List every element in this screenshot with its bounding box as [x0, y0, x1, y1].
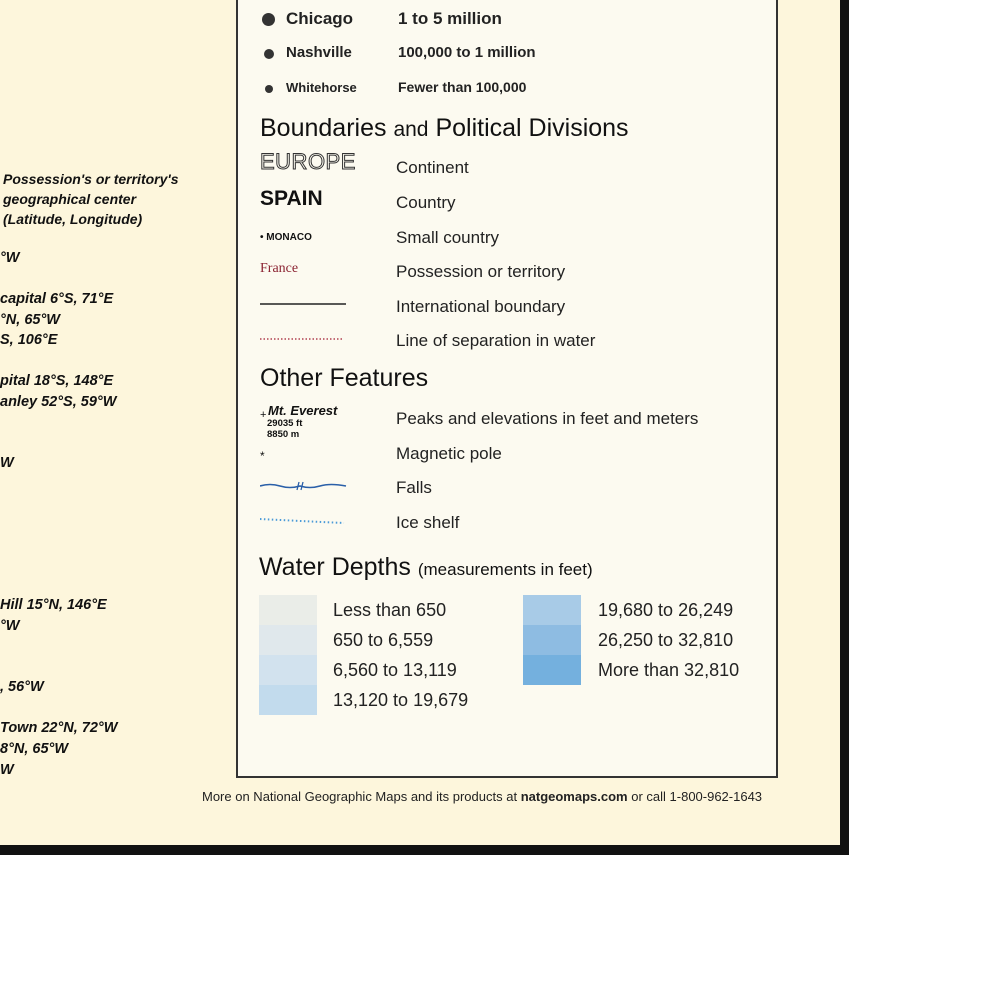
city-dot-small-icon [265, 85, 273, 93]
small-country-dot-icon: • [260, 232, 264, 243]
peak-meters: 8850 m [267, 429, 300, 440]
boundaries-heading-part: Political Divisions [435, 114, 629, 142]
poster-frame-bottom [0, 845, 849, 855]
boundaries-heading-part: and [393, 118, 429, 141]
boundaries-heading [260, 114, 629, 143]
legend-description: Falls [396, 478, 432, 497]
territory-entry: anley 52°S, 59°W [0, 394, 117, 410]
poster-frame-right [840, 0, 849, 855]
country-symbol: SPAIN [260, 187, 323, 210]
legend-description: International boundary [396, 297, 566, 316]
territory-list [0, 0, 236, 845]
legend-description: Continent [396, 158, 469, 177]
map-legend [236, 0, 778, 778]
depth-swatch [523, 625, 581, 655]
territory-entry: Hill 15°N, 146°E [0, 597, 107, 613]
possession-symbol: France [260, 261, 299, 276]
city-population: 1 to 5 million [398, 9, 502, 28]
territory-entry: W [0, 455, 14, 471]
territory-entry: , 56°W [0, 679, 44, 695]
city-row [238, 79, 758, 103]
city-population: Fewer than 100,000 [398, 79, 527, 95]
boundaries-heading-part: Boundaries [260, 114, 387, 142]
territory-list-header-line: Possession's or territory's [3, 171, 179, 187]
city-row [238, 43, 758, 67]
small-country-symbol [260, 232, 312, 243]
depth-label: 13,120 to 19,679 [333, 690, 469, 710]
depth-label: Less than 650 [333, 600, 447, 620]
legend-description: Peaks and elevations in feet and meters [396, 409, 699, 428]
city-name: Nashville [286, 44, 352, 61]
international-boundary-line-icon [260, 301, 350, 307]
territory-entry: Town 22°N, 72°W [0, 720, 118, 736]
territory-entry: °W [0, 250, 20, 266]
legend-description: Magnetic pole [396, 444, 502, 463]
peak-name: Mt. Everest [268, 403, 338, 418]
depth-label: 19,680 to 26,249 [598, 600, 734, 620]
depth-swatch [523, 595, 581, 625]
other-features-heading: Other Features [260, 364, 429, 392]
water-depths-subtitle: (measurements in feet) [417, 560, 593, 579]
footer-website-link[interactable]: natgeomaps.com [520, 789, 628, 804]
city-population: 100,000 to 1 million [398, 44, 536, 61]
peak-feet: 29035 ft [267, 418, 303, 429]
footer-note [202, 789, 762, 804]
magnetic-pole-icon: * [260, 449, 265, 463]
depth-swatch [259, 655, 317, 685]
ice-shelf-icon [260, 515, 350, 525]
city-dot-large-icon [262, 13, 275, 26]
legend-description: Ice shelf [396, 513, 460, 532]
city-dot-medium-icon [264, 49, 274, 59]
territory-list-header-line: (Latitude, Longitude) [3, 211, 143, 227]
territory-entry: S, 106°E [0, 332, 58, 348]
territory-entry: °W [0, 618, 20, 634]
depth-swatch [259, 595, 317, 625]
territory-entry: pital 18°S, 148°E [0, 373, 114, 389]
territory-entry: capital 6°S, 71°E [0, 291, 114, 307]
territory-entry: 8°N, 65°W [0, 741, 69, 757]
city-row [238, 7, 758, 31]
depth-swatch [523, 655, 581, 685]
footer-text: More on National Geographic Maps and its products at [202, 789, 518, 804]
depth-swatch [259, 625, 317, 655]
small-country-label: MONACO [266, 232, 312, 243]
falls-icon [260, 480, 350, 492]
city-name: Chicago [286, 9, 354, 28]
peak-symbol [260, 403, 370, 443]
depth-label: 650 to 6,559 [333, 630, 434, 650]
peak-cross-icon: + [260, 409, 267, 421]
territory-entry: °N, 65°W [0, 312, 60, 328]
water-separation-line-icon [260, 336, 350, 342]
water-depths-heading [259, 553, 593, 582]
territory-entry: W [0, 762, 14, 778]
footer-phone: or call 1-800-962-1643 [631, 789, 763, 804]
depth-swatch [259, 685, 317, 715]
legend-description: Possession or territory [396, 262, 566, 281]
legend-description: Country [396, 193, 456, 212]
depth-label: 6,560 to 13,119 [333, 660, 457, 680]
legend-description: Small country [396, 228, 499, 247]
territory-list-header-line: geographical center [3, 191, 137, 207]
depth-label: 26,250 to 32,810 [598, 630, 734, 650]
continent-symbol: EUROPE [260, 149, 356, 174]
water-depths-title: Water Depths [259, 553, 411, 581]
depth-label: More than 32,810 [598, 660, 740, 680]
city-name: Whitehorse [286, 80, 357, 95]
legend-description: Line of separation in water [396, 331, 596, 350]
